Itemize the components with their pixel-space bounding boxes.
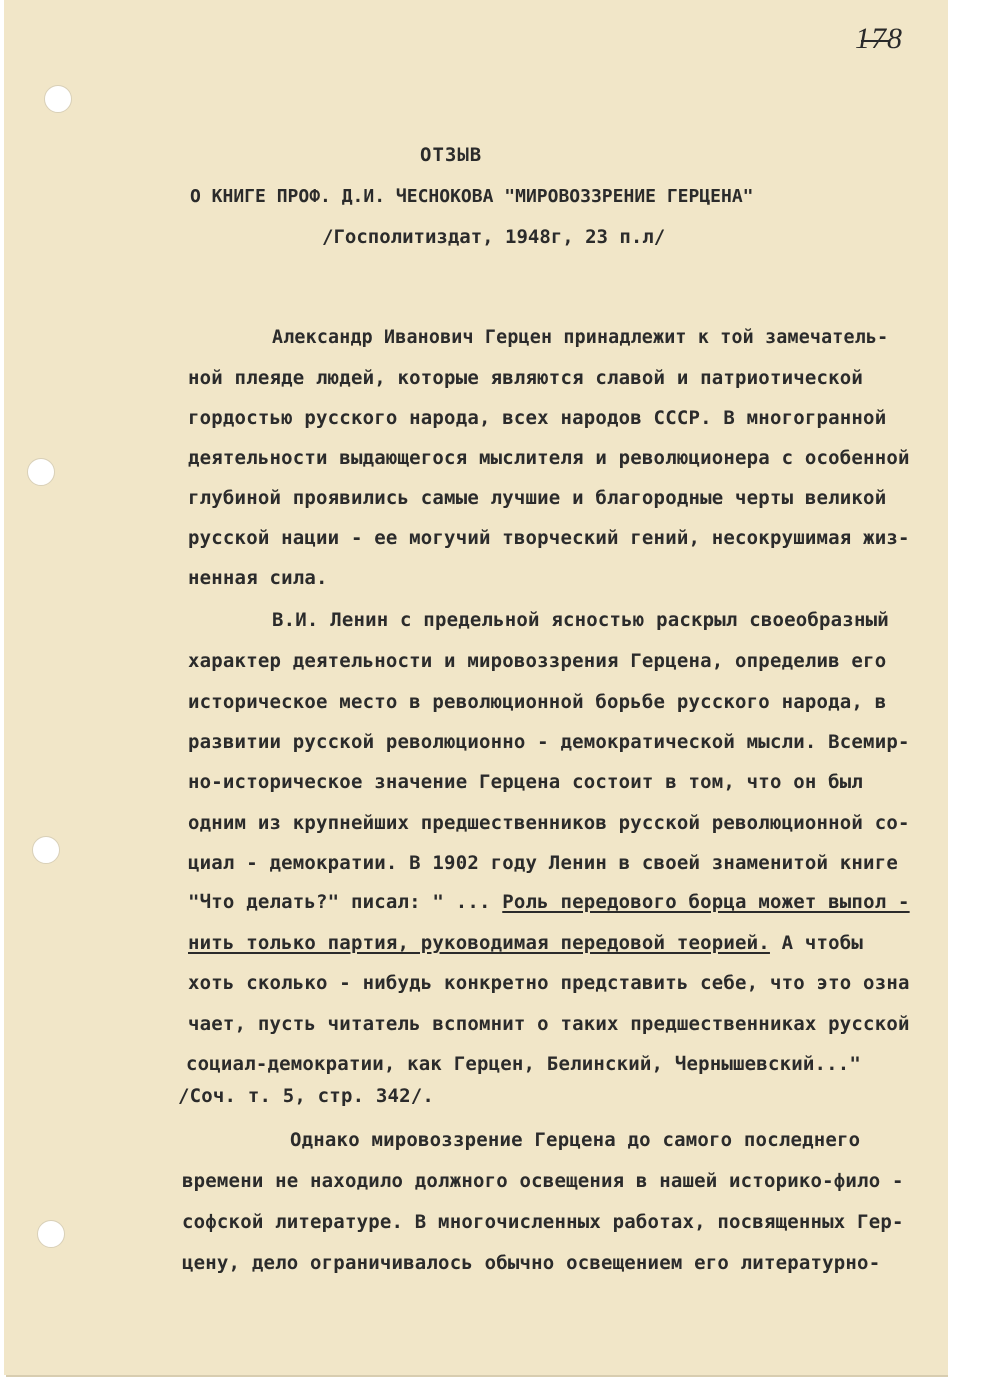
text-line: Однако мировоззрение Герцена до самого последнего [290,1129,861,1151]
text-line: социал-демократии, как Герцен, Белинский, Чернышевский..." [186,1053,862,1075]
text-line: цену, дело ограничивалось обычно освещением его литературно- [182,1252,881,1274]
document-title: ОТЗЫВ [420,144,483,166]
text-line: историческое место в революционной борьбе русского народа, в [188,691,887,713]
punch-hole [27,458,55,486]
text-line: развитии русской революционно - демократической мысли. Всемир- [188,731,910,753]
text-line: хоть сколько - нибудь конкретно представить себе, что это озна [188,972,910,994]
text-line: одним из крупнейших предшественников русской революционной со- [188,812,910,834]
punch-hole [32,836,60,864]
underlined-quote: Роль передового борца может выпол - [502,891,910,913]
document-subtitle: О КНИГЕ ПРОФ. Д.И. ЧЕСНОКОВА "МИРОВОЗЗРЕНИЕ ГЕРЦЕНА" [190,186,754,207]
quote-continuation: А чтобы [769,932,864,954]
text-line: характер деятельности и мировоззрения Герцена, определив его [188,650,887,672]
text-line: чает, пусть читатель вспомнит о таких предшественниках русской [188,1013,910,1035]
text-line: софской литературе. В многочисленных работах, посвященных Гер- [182,1211,904,1233]
text-line: русской нации - ее могучий творческий гений, несокрушимая жиз- [188,527,910,549]
text-line-with-quote [188,932,863,954]
text-line: ной плеяде людей, которые являются славой и патриотической [188,367,864,389]
text-line: циал - демократии. В 1902 году Ленин в своей знаменитой книге [188,852,898,874]
text-line: гордостью русского народа, всех народов СССР. В многогранной [188,407,887,429]
text-line-with-quote [188,891,910,913]
text-line: Александр Иванович Герцен принадлежит к той замечатель- [272,327,889,348]
citation: /Соч. т. 5, стр. 342/. [178,1085,435,1107]
punch-hole [37,1220,65,1248]
punch-hole [44,85,72,113]
text-line: В.И. Ленин с предельной ясностью раскрыл своеобразный [272,609,889,631]
quote-prefix: "Что делать?" писал: " ... [188,891,503,913]
text-line: времени не находило должного освещения в нашей историко-фило - [182,1170,904,1192]
text-line: деятельности выдающегося мыслителя и революционера с особенной [188,447,910,469]
underlined-quote: нить только партия, руководимая передовой теорией. [188,932,770,954]
publication-info: /Госполитиздат, 1948г, 23 п.л/ [322,226,666,248]
text-line: но-историческое значение Герцена состоит в том, что он был [188,771,864,793]
page-edge [948,0,991,1400]
text-line: глубиной проявились самые лучшие и благородные черты великой [188,487,887,509]
folio-number: 178 [855,22,903,55]
text-line: ненная сила. [188,567,328,589]
